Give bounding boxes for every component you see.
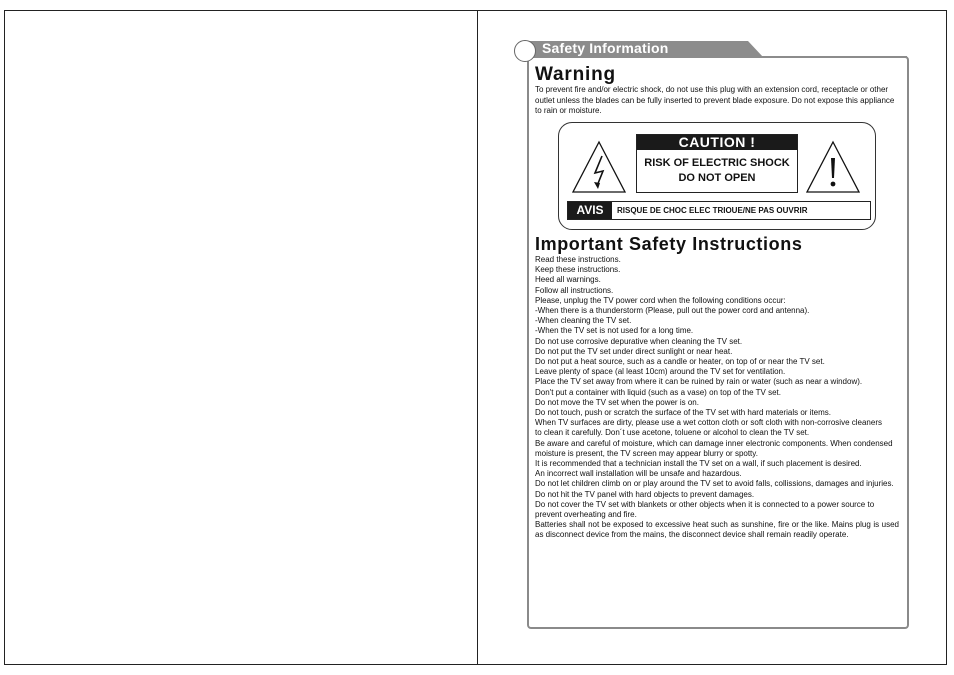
list-item: Leave plenty of space (al least 10cm) around the TV set for ventilation.	[535, 367, 786, 377]
list-item: Do not put a heat source, such as a candle or heater, on top of or near the TV set.	[535, 357, 825, 367]
list-item: It is recommended that a technician install the TV set on a wall, if such placement is desired.	[535, 459, 862, 469]
list-item: Do not move the TV set when the power is on.	[535, 397, 699, 407]
list-item: to clean it carefully. Don´t use acetone, toluene or alcohol to clean the TV set.	[535, 428, 810, 438]
list-item: Be aware and careful of moisture, which can damage inner electronic components. When condensed	[535, 438, 893, 448]
list-item: Batteries shall not be exposed to excessive heat such as sunshine, fire or the like. Mains plug is used as disconnect device from the mains, the disconnect device shall remain readily operate.	[535, 520, 899, 540]
instructions-list	[535, 255, 899, 541]
list-item: Read these instructions.	[535, 255, 621, 264]
list-item: Follow all instructions.	[535, 285, 614, 295]
caution-line-2: DO NOT OPEN	[678, 172, 756, 184]
list-item: Place the TV set away from where it can be ruined by rain or water (such as near a window).	[535, 377, 863, 387]
important-title: Important Safety Instructions	[535, 234, 803, 254]
list-item: Please, unplug the TV power cord when the following conditions occur:	[535, 295, 786, 305]
list-item: Do not let children climb on or play around the TV set to avoid falls, collissions, damages and injuries.	[535, 479, 894, 489]
avis-text: RISQUE DE CHOC ELEC TRIOUE/NE PAS OUVRIR	[617, 206, 808, 215]
list-item: moisture is present, the TV screen may appear blurry or spotty.	[535, 448, 758, 458]
page-divider	[477, 10, 478, 665]
section-title: Safety Information	[542, 40, 669, 56]
exclamation-triangle-icon	[805, 140, 861, 199]
list-item: Keep these instructions.	[535, 265, 621, 275]
list-item: Do not cover the TV set with blankets or other objects when it is connected to a power source to prevent overheating and fire.	[535, 499, 875, 520]
avis-bar	[567, 201, 871, 220]
list-item: An incorrect wall installation will be unsafe and hazardous.	[535, 469, 742, 479]
caution-line-1: RISK OF ELECTRIC SHOCK	[644, 157, 790, 169]
header-circle-icon	[514, 40, 536, 62]
caution-heading: CAUTION !	[637, 135, 797, 150]
list-item: Do not put the TV set under direct sunlight or near heat.	[535, 346, 733, 356]
lightning-bolt-triangle-icon	[571, 140, 627, 199]
list-item: Do not use corrosive depurative when cleaning the TV set.	[535, 336, 743, 346]
list-item: When TV surfaces are dirty, please use a wet cotton cloth or soft cloth with non-corrosive cleaners	[535, 418, 882, 428]
list-item: -When there is a thunderstorm (Please, pull out the power cord and antenna).	[535, 306, 810, 316]
list-item: -When the TV set is not used for a long time.	[535, 326, 694, 336]
list-item: Do not touch, push or scratch the surface of the TV set with hard materials or items.	[535, 408, 831, 418]
avis-label: AVIS	[568, 202, 612, 219]
list-item: -When cleaning the TV set.	[535, 316, 632, 326]
list-item: Don't put a container with liquid (such as a vase) on top of the TV set.	[535, 387, 781, 397]
warning-text: To prevent fire and/or electric shock, do not use this plug with an extension cord, receptacle or other outlet unless the blades can be fully inserted to prevent blade exposure. Do not expose this appliance to rain or moisture.	[535, 85, 895, 116]
list-item: Heed all warnings.	[535, 275, 601, 285]
caution-panel	[636, 134, 798, 193]
warning-title: Warning	[535, 64, 616, 85]
list-item: Do not hit the TV panel with hard objects to prevent damages.	[535, 489, 755, 499]
